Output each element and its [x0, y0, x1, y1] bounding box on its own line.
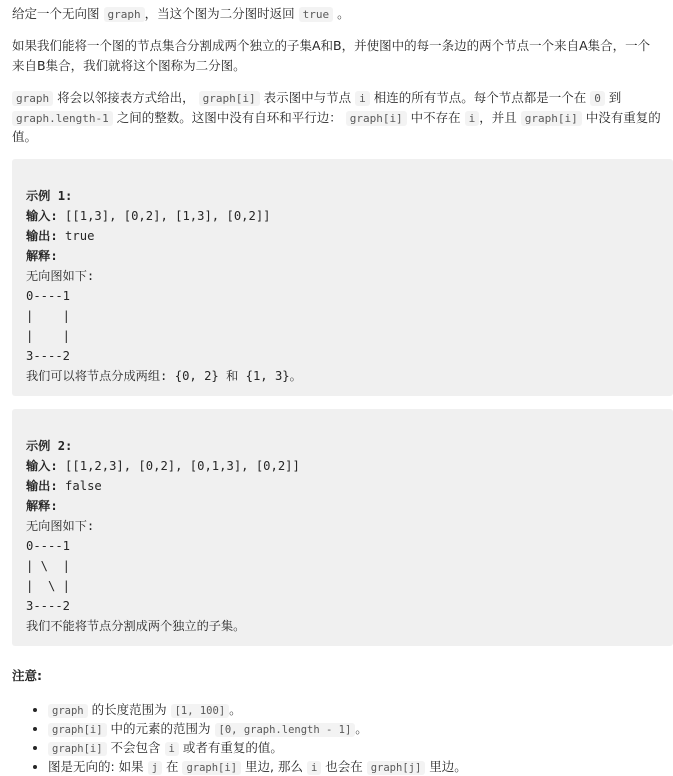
text: ，当这个图为二分图时返回 — [144, 6, 295, 21]
note-item — [48, 721, 661, 738]
graph-diagram-line: 3----2 — [26, 349, 71, 364]
inline-code: graph — [104, 7, 145, 22]
inline-code: graph.length-1 — [12, 111, 113, 126]
inline-code: graph[i] — [346, 111, 407, 126]
input-label: 输入: — [26, 459, 58, 474]
text: 给定一个无向图 — [12, 6, 100, 21]
explanation-label: 解释: — [26, 499, 58, 514]
text: 或者有重复的值。 — [178, 739, 283, 755]
text: 的长度范围为 — [87, 701, 171, 717]
text: 。 — [355, 720, 368, 736]
inline-code: graph — [48, 704, 88, 718]
graph-diagram-line: | | — [26, 309, 71, 324]
text: 在 — [162, 758, 183, 774]
text: 也会在 — [321, 758, 367, 774]
inline-code: graph[i] — [48, 723, 107, 737]
output-label: 输出: — [26, 479, 58, 494]
intro-paragraph-3 — [12, 88, 661, 146]
explanation-line: 我们可以将节点分成两组: {0, 2} 和 {1, 3}。 — [26, 369, 302, 384]
output-label: 输出: — [26, 229, 58, 244]
text: 将会以邻接表方式给出， — [57, 90, 195, 106]
note-item — [48, 759, 661, 776]
output-value: false — [57, 479, 102, 494]
inline-code: true — [299, 7, 334, 22]
output-value: true — [57, 229, 95, 244]
example-block-1 — [12, 159, 673, 396]
example-block-2 — [12, 409, 673, 646]
graph-diagram-line: | \ | — [26, 579, 71, 594]
text: 之间的整数。这图中没有自环和平行边： — [116, 109, 342, 125]
graph-diagram-line: 0----1 — [26, 289, 71, 304]
text: 中的元素的范围为 — [106, 720, 215, 736]
input-value: [[1,2,3], [0,2], [0,1,3], [0,2]] — [57, 459, 300, 474]
text: 相连的所有节点。每个节点都是一个在 — [373, 90, 587, 106]
inline-code: [0, graph.length - 1] — [215, 723, 356, 737]
text: 中没有重复的值。 — [12, 109, 661, 144]
inline-code: graph[i] — [182, 761, 241, 775]
inline-code: i — [307, 761, 321, 775]
inline-code: graph[i] — [48, 742, 107, 756]
text: 中不存在 — [410, 109, 461, 125]
text: 。 — [337, 6, 350, 21]
inline-code: graph — [12, 91, 53, 106]
intro-paragraph-1 — [12, 4, 661, 23]
graph-diagram-line: 0----1 — [26, 539, 71, 554]
input-value: [[1,3], [0,2], [1,3], [0,2]] — [57, 209, 271, 224]
inline-code: i — [165, 742, 179, 756]
text: 。 — [229, 701, 242, 717]
input-label: 输入: — [26, 209, 58, 224]
notes-title: 注意: — [12, 668, 42, 684]
graph-diagram-line: | \ | — [26, 559, 71, 574]
inline-code: graph[i] — [521, 111, 582, 126]
intro-paragraph-2: 如果我们能将一个图的节点集合分割成两个独立的子集A和B，并使图中的每一条边的两个节点一个来自A集合，一个来自B集合，我们就将这个图称为二分图。 — [12, 38, 651, 73]
graph-diagram-line: 3----2 — [26, 599, 71, 614]
graph-diagram-line: | | — [26, 329, 71, 344]
text: 到 — [608, 90, 622, 106]
explanation-line: 无向图如下: — [26, 519, 95, 534]
inline-code: 0 — [590, 91, 605, 106]
note-item — [48, 740, 661, 757]
text: ，并且 — [479, 109, 517, 125]
explanation-line: 我们不能将节点分割成两个独立的子集。 — [26, 619, 246, 634]
inline-code: graph[i] — [199, 91, 260, 106]
text: 里边, 那么 — [241, 758, 307, 774]
inline-code: graph[j] — [367, 761, 426, 775]
inline-code: i — [465, 111, 480, 126]
text: 不会包含 — [106, 739, 165, 755]
text: 图是无向的: 如果 — [48, 758, 148, 774]
explanation-label: 解释: — [26, 249, 58, 264]
text: 里边。 — [425, 758, 467, 774]
example-title: 示例 1: — [26, 189, 73, 204]
inline-code: [1, 100] — [171, 704, 230, 718]
inline-code: j — [148, 761, 162, 775]
inline-code: i — [355, 91, 370, 106]
explanation-line: 无向图如下: — [26, 269, 95, 284]
example-title: 示例 2: — [26, 439, 73, 454]
note-item — [48, 702, 661, 719]
notes-list — [12, 702, 661, 776]
text: 表示图中与节点 — [263, 90, 352, 106]
